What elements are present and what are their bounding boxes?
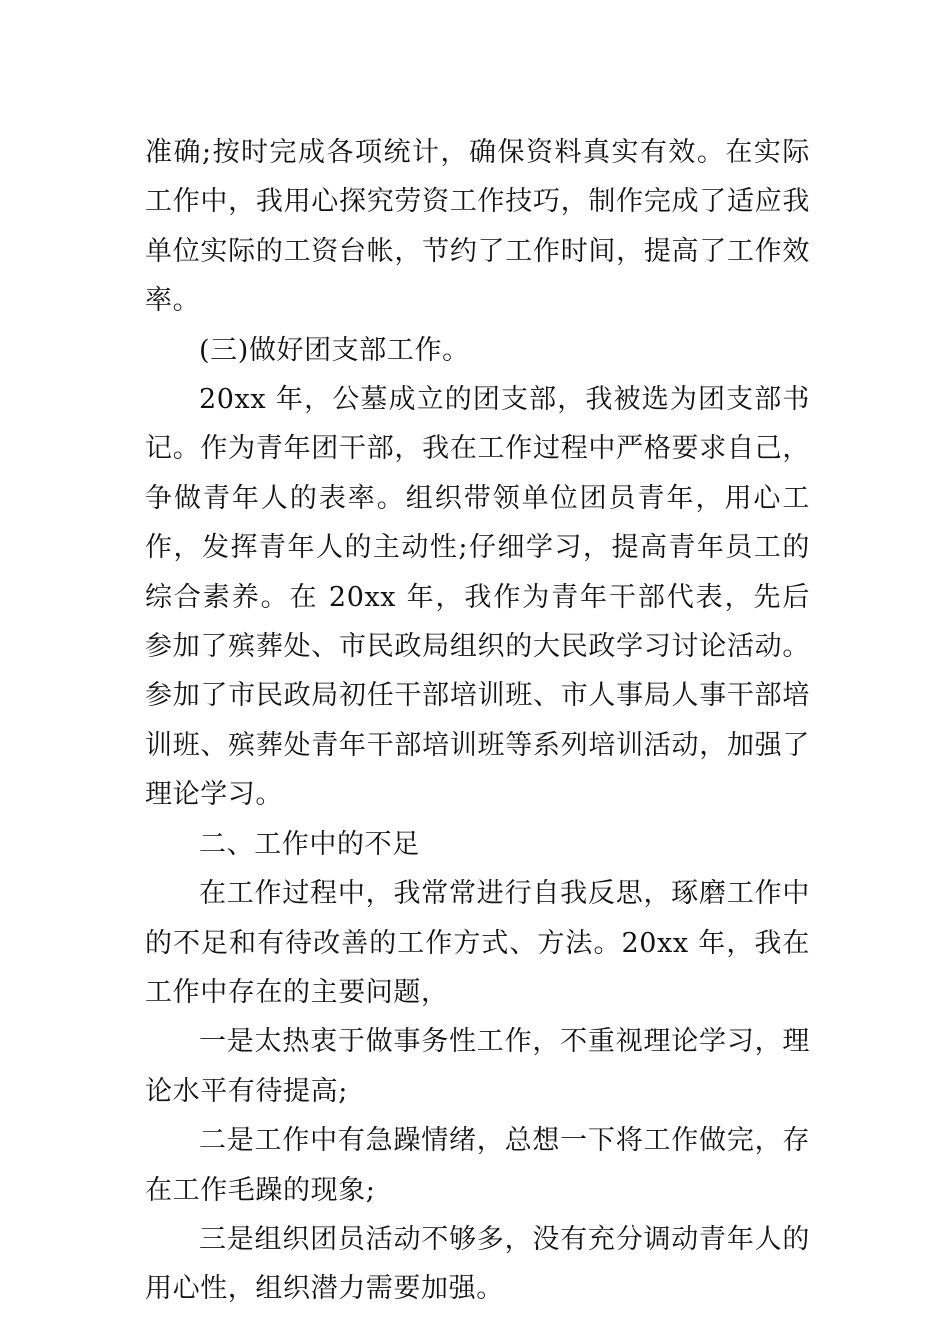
- paragraph-problem-three: 三是组织团员活动不够多，没有充分调动青年人的用心性，组织潜力需要加强。: [145, 1223, 810, 1305]
- paragraph-league-branch-secretary: 20xx 年，公墓成立的团支部，我被选为团支部书记。作为青年团干部，我在工作过程中严格要求自己，争做青年人的表率。组织带领单位团员青年，用心工作，发挥青年人的主动性;仔细学习，提高青年员工的综合素养。在 20xx 年，我作为青年干部代表，先后参加了殡葬处、市民政局组织的大民政学习讨论活动。参加了市民政局初任干部培训班、市人事局人事干部培训班、殡葬处青年干部培训班等系列培训活动，加强了理论学习。: [145, 384, 810, 811]
- paragraph-problem-two: 二是工作中有急躁情绪，总想一下将工作做完，存在工作毛躁的现象;: [145, 1125, 810, 1206]
- heading-shortcomings: 二、工作中的不足: [199, 828, 420, 860]
- heading-league-branch-work: (三)做好团支部工作。: [199, 334, 470, 366]
- document-body: [145, 128, 810, 1314]
- paragraph-work-efficiency: 准确;按时完成各项统计，确保资料真实有效。在实际工作中，我用心探究劳资工作技巧，制作完成了适应我单位实际的工资台帐，节约了工作时间，提高了工作效率。: [145, 137, 810, 317]
- paragraph-problem-one: 一是太热衷于做事务性工作，不重视理论学习，理论水平有待提高;: [145, 1026, 810, 1107]
- paragraph-self-reflection: 在工作过程中，我常常进行自我反思，琢磨工作中的不足和有待改善的工作方式、方法。20xx 年，我在工作中存在的主要问题，: [145, 878, 810, 1008]
